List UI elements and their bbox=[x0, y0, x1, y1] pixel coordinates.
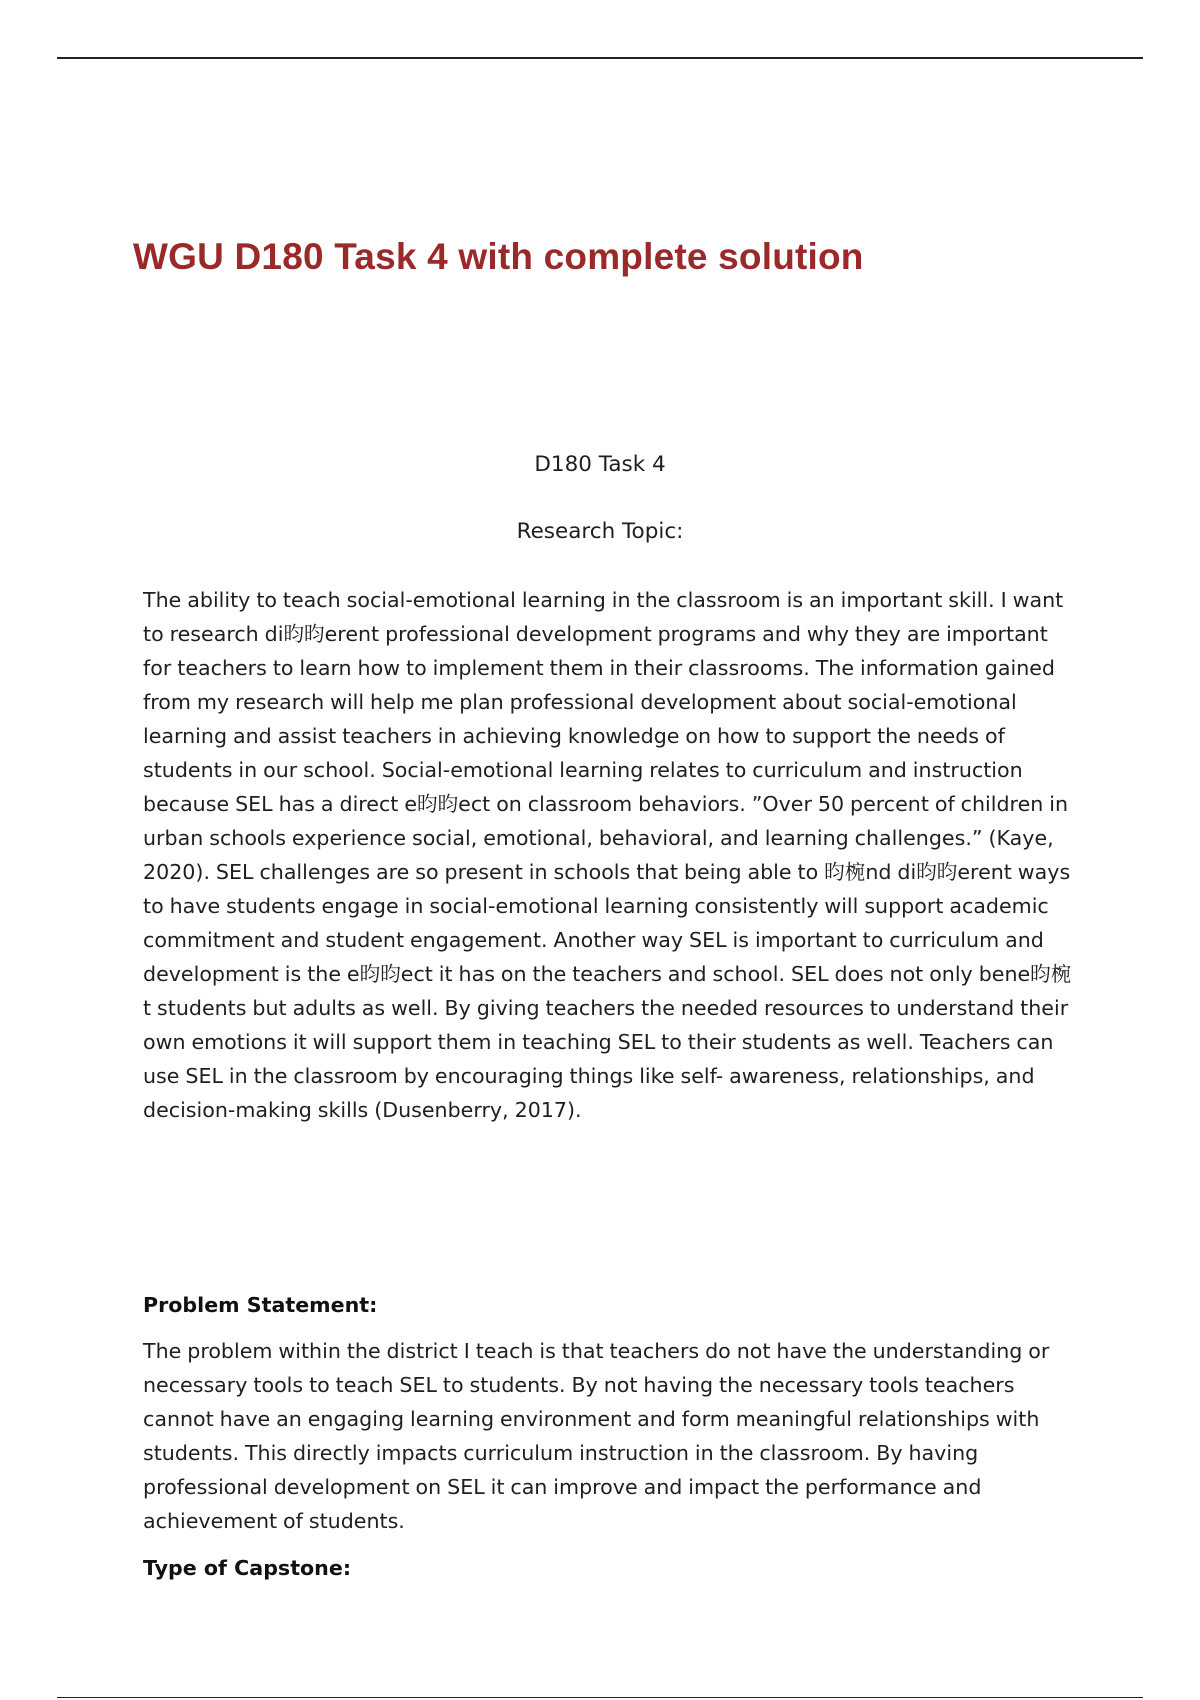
task-heading: D180 Task 4 bbox=[534, 452, 666, 477]
top-rule bbox=[57, 57, 1143, 59]
research-topic-heading: Research Topic: bbox=[516, 519, 684, 544]
research-topic-paragraph: The ability to teach social-emotional learning in the classroom is an important skill. I want to research di昀昀erent professional development programs and why they are important for teachers to learn how to implement them in their classrooms. The information gained from my research will help me plan professional development about social-emotional learning and assist teachers in achieving knowledge on how to support the needs of students in our school. Social-emotional learning relates to curriculum and instruction because SEL has a direct e昀昀ect on classroom behaviors. ”Over 50 percent of children in urban schools experience social, emotional, behavioral, and learning challenges.” (Kaye, 2020). SEL challenges are so present in schools that being able to 昀椀nd di昀昀erent ways to have students engage in social-emotional learning consistently will support academic commitment and student engagement. Another way SEL is important to curriculum and development is the e昀昀ect it has on the teachers and school. SEL does not only bene昀椀t students but adults as well. By giving teachers the needed resources to understand their own emotions it will support them in teaching SEL to their students as well. Teachers can use SEL in the classroom by encouraging things like self- awareness, relationships, and decision-making skills (Dusenberry, 2017). bbox=[143, 588, 1072, 1122]
document-title: WGU D180 Task 4 with complete solution bbox=[133, 236, 864, 277]
type-of-capstone-heading: Type of Capstone: bbox=[143, 1556, 352, 1580]
bottom-rule bbox=[57, 1697, 1143, 1698]
problem-statement-heading: Problem Statement: bbox=[143, 1293, 378, 1317]
problem-statement-paragraph: The problem within the district I teach is that teachers do not have the understanding or necessary tools to teach SEL to students. By not having the necessary tools teachers cannot have an engaging learning environment and form meaningful relationships with students. This directly impacts curriculum instruction in the classroom. By having professional development on SEL it can improve and impact the performance and achievement of students. bbox=[143, 1339, 1050, 1533]
